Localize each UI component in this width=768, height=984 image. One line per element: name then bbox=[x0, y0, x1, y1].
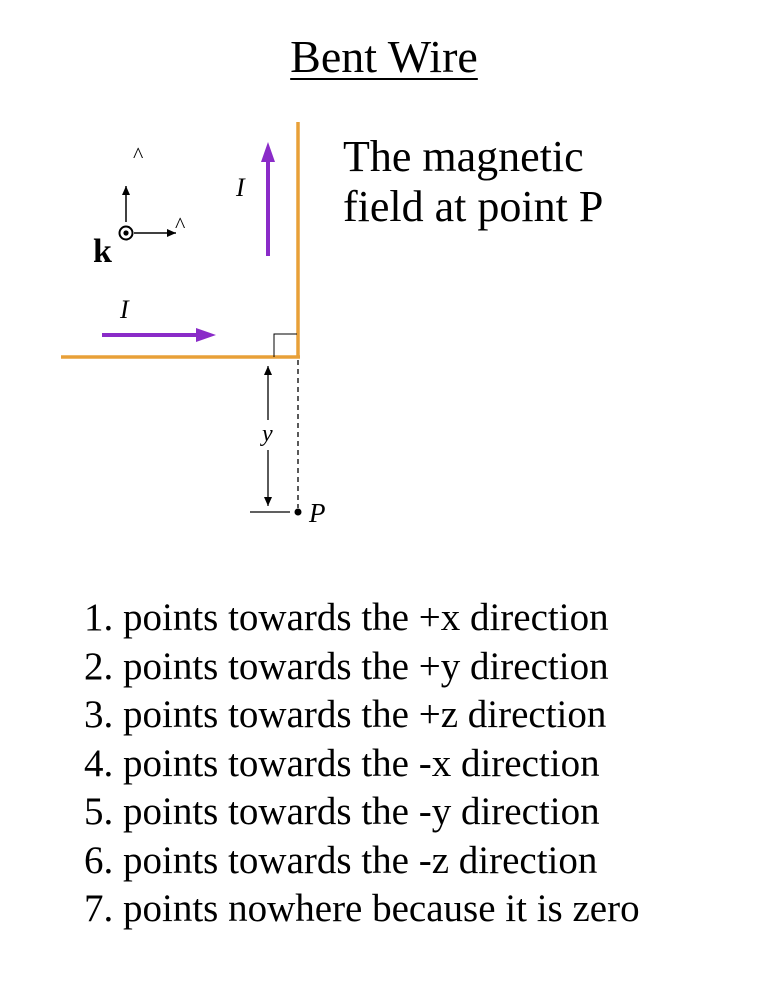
answer-choice[interactable]: 7. points nowhere because it is zero bbox=[84, 887, 640, 930]
current-arrow-horizontal bbox=[102, 328, 216, 342]
question-line-2: field at point P bbox=[343, 182, 604, 231]
current-arrow-vertical bbox=[261, 142, 275, 256]
answer-choice[interactable]: 3. points towards the +z direction bbox=[84, 693, 607, 736]
answer-choices bbox=[84, 594, 640, 934]
axes-indicator bbox=[93, 142, 186, 270]
question-line-1: The magnetic bbox=[343, 132, 584, 181]
current-label-vertical: I bbox=[236, 173, 245, 202]
answer-choice[interactable]: 1. points towards the +x direction bbox=[84, 596, 609, 639]
x-axis-hat: ^ bbox=[175, 212, 186, 237]
distance-label: y bbox=[262, 421, 273, 447]
z-out-of-page-dot bbox=[123, 230, 128, 235]
slide-title: Bent Wire bbox=[290, 31, 478, 82]
current-label-horizontal: I bbox=[120, 295, 129, 324]
right-angle-marker bbox=[274, 334, 297, 357]
point-p-dot bbox=[295, 509, 302, 516]
point-p-label: P bbox=[309, 498, 326, 528]
answer-choice[interactable]: 4. points towards the -x direction bbox=[84, 741, 600, 785]
y-axis-hat: ^ bbox=[133, 142, 144, 167]
z-unit-vector-label: k bbox=[93, 233, 112, 270]
answer-choice[interactable]: 2. points towards the +y direction bbox=[84, 644, 609, 688]
answer-choice[interactable]: 6. points towards the -z direction bbox=[84, 838, 598, 882]
answer-choice[interactable]: 5. points towards the -y direction bbox=[84, 790, 600, 833]
